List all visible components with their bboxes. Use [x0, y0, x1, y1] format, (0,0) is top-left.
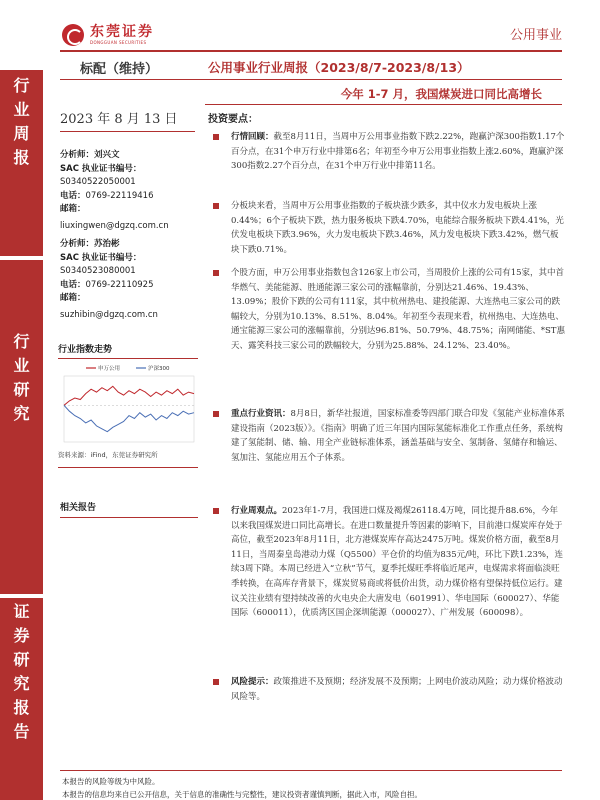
email-label: 邮箱：: [60, 293, 86, 303]
side-char: 行: [13, 76, 30, 95]
logo-emblem-icon: [62, 24, 84, 46]
report-date: 2023 年 8 月 13 日: [60, 112, 178, 127]
title-divider: [60, 79, 562, 80]
side-band-report: [0, 598, 43, 800]
phone-label: 电话：: [60, 279, 86, 290]
point-lead: 重点行业资讯：: [231, 409, 291, 419]
email-link[interactable]: suzhibin@dgzq.com.cn: [60, 309, 158, 320]
side-char: 研: [13, 650, 30, 669]
subtitle-divider: [205, 104, 562, 105]
date-divider: [60, 131, 195, 132]
point-text: 个股方面，申万公用事业指数包含126家上市公司，当周股价上涨的公司有15家，其中首华燃气、美能能源、胜通能源三家公司的涨幅靠前，分别达21.46%、19.43%、13.09%；股价下跌的公司有111家，其中杭州热电、建投能源、大连热电三家公司的跌幅较大，分别为10.13%、8.51%、8.04%。年初至今表现来看，杭州热电、大连热电、通宝能源三家公司的涨幅靠前，分别达96.81%、50.79%、48.75%；南网储能、*ST惠天、露笑科技三家公司的跌幅较大，分别为25.88%、24.12%、23.40%。: [231, 268, 565, 351]
side-band-research: [0, 260, 43, 594]
related-reports-heading: 相关报告: [60, 500, 198, 518]
analyst-block: [60, 238, 200, 322]
side-char: 行: [13, 332, 30, 351]
sac-label: SAC 执业证书编号：: [60, 163, 142, 174]
footer-divider: [60, 770, 562, 771]
side-band-weekly: [0, 70, 43, 256]
footer-risk-level: 本报告的风险等级为中风险。: [62, 777, 160, 786]
header-category: 公用事业: [509, 28, 562, 43]
logo-text: [90, 25, 154, 46]
side-char: 告: [13, 722, 30, 741]
key-point-risk: [210, 675, 566, 707]
point-text: 政策推进不及预期；经济发展不及预期；上网电价波动风险；动力煤价格波动风险等。: [231, 677, 563, 702]
key-point-market-review: [210, 130, 566, 190]
series-line: [64, 386, 194, 405]
point-lead: 行情回顾：: [231, 132, 274, 142]
point-text: 2023年1-7月，我国进口煤及褐煤26118.4万吨，同比提升88.6%，今年以来我国煤炭进口同比高增长。在进口数量提升等因素的影响下，目前港口煤炭库存处于高位，截至2023年8月11日，北方港煤炭库存高达2475万吨。煤炭价格方面，截至8月11日，当周秦皇岛港动力煤（Q5500）平仓价的均值为835元/吨，环比下跌1.23%，连续3周下降。本周已经进入“立秋”节气，夏季托煤旺季将临近尾声，电煤需求将面临淡旺季转换，在高库存背景下，煤炭贸易商或将低价出货，动力煤价格有望保持低位运行。建议关注业绩有望持续改善的火电央企大唐发电（601991）、华电国际（600027）、华能国际（600011），优质湾区国企深圳能源（000027）、广州发展（600098）。: [231, 506, 564, 619]
key-points-list: [210, 130, 566, 716]
legend-label: 沪深300: [148, 366, 170, 372]
key-point-industry-news: [210, 407, 566, 495]
phone-number: 0769-22119416: [85, 190, 154, 201]
header-divider: [60, 50, 562, 52]
analyst-name: 分析师：苏治彬: [60, 239, 120, 249]
side-char: 究: [13, 404, 30, 423]
analyst-name: 分析师：刘兴文: [60, 150, 120, 160]
chart-canvas: [58, 362, 198, 448]
point-text: 分板块来看，当周申万公用事业指数的子板块涨少跌多，其中仪水力发电板块上涨0.44%；6个子板块下跌，热力服务板块下跌4.70%，电能综合服务板块下跌4.41%，光伏发电板块下跌3.96%，火力发电板块下跌3.46%，风力发电板块下跌3.42%，燃气板块下跌0.71%。: [231, 201, 564, 255]
side-char: 证: [13, 602, 30, 621]
side-char: 究: [13, 674, 30, 693]
sac-label: SAC 执业证书编号：: [60, 252, 142, 263]
legend-label: 申万公用: [98, 366, 121, 372]
key-points-heading: 投资要点：: [208, 114, 258, 125]
point-text: 截至8月11日，当周申万公用事业指数下跌2.22%，跑赢沪深300指数1.17个百分点，在31个申万行业中排第6名；年初至今申万公用事业指数上涨2.60%，跑赢沪深300指数2.27个百分点，在31个申万行业中排第11名。: [231, 132, 565, 172]
side-char: 券: [13, 626, 30, 645]
report-title: 公用事业行业周报（2023/8/7-2023/8/13）: [208, 60, 470, 75]
side-char: 研: [13, 380, 30, 399]
key-point-sectors: [210, 199, 566, 257]
chart-source: 资料来源：iFind，东莞证券研究所: [58, 450, 198, 468]
footer-disclaimer: 本报告的信息均来自已公开信息，关于信息的准确性与完整性，建议投资者谨慎判断，据此入市，风险自担。: [62, 790, 422, 799]
email-link[interactable]: liuxingwen@dgzq.com.cn: [60, 220, 169, 231]
side-char: 报: [13, 698, 30, 717]
point-text: 8月8日，新华社报道，国家标准委等四部门联合印发《氢能产业标准体系建设指南（2023版）》。《指南》明确了近三年国内国际氢能标准化工作重点任务，系统构建了氢能制、储、输、用全产业链标准体系，涵盖基础与安全、氢制备、氢储存和输运、氢加注、氢能应用五个子体系。: [231, 409, 565, 463]
logo-en: DONGGUAN SECURITIES: [90, 39, 147, 45]
side-char: 报: [13, 148, 30, 167]
sac-number: S0340523080001: [60, 266, 136, 276]
sac-number: S0340522050001: [60, 177, 136, 187]
key-point-weekly-view: [210, 504, 566, 666]
company-logo: [62, 24, 154, 46]
point-lead: 风险提示：: [231, 677, 274, 687]
phone-number: 0769-22110925: [85, 279, 154, 290]
side-char: 周: [13, 124, 30, 143]
phone-label: 电话：: [60, 190, 86, 201]
side-char: 业: [13, 356, 30, 375]
report-subtitle: 今年 1-7 月，我国煤炭进口同比高增长: [340, 87, 542, 101]
logo-cn: 东莞证券: [90, 23, 154, 40]
chart-title: 行业指数走势: [58, 342, 198, 359]
analyst-block: [60, 149, 200, 233]
key-point-stocks: [210, 266, 566, 398]
point-lead: 行业周观点。: [231, 506, 283, 516]
chart-frame: [64, 376, 194, 442]
side-char: 业: [13, 100, 30, 119]
email-label: 邮箱：: [60, 204, 86, 214]
rating: 标配（维持）: [80, 62, 159, 77]
series-line: [64, 405, 194, 431]
index-trend-chart: [58, 342, 198, 468]
